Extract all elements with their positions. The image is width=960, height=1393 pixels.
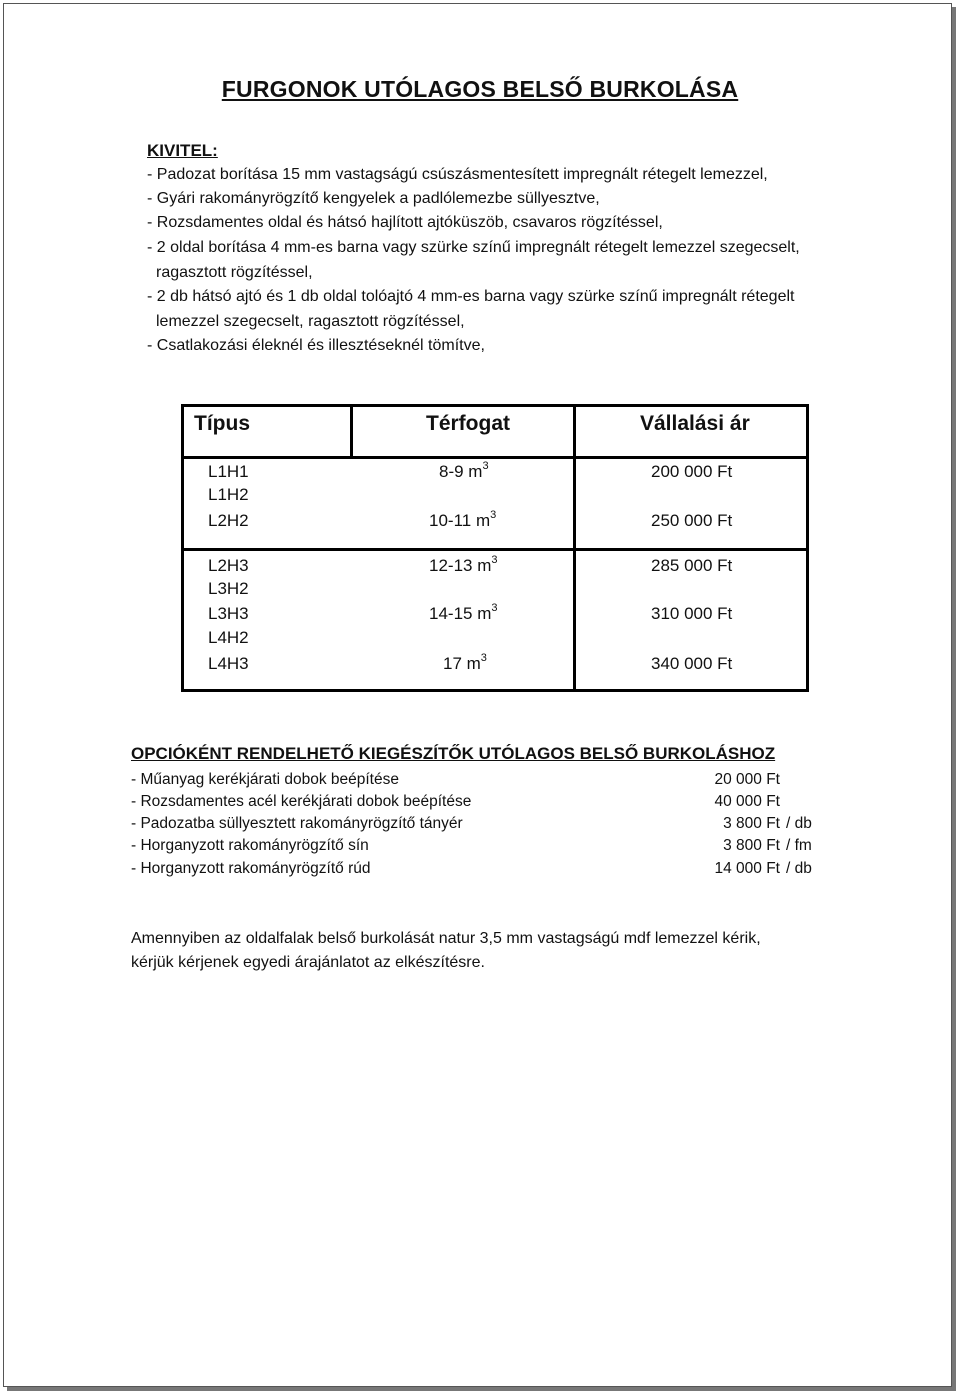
- option-price: 3 800 Ft: [723, 837, 780, 854]
- volume-cell: [443, 654, 487, 674]
- option-label: - Műanyag kerékjárati dobok beépítése: [131, 771, 399, 788]
- price-cell: 250 000 Ft: [651, 511, 733, 530]
- type-cell: L3H2: [208, 579, 249, 598]
- type-cell: L4H3: [208, 654, 249, 673]
- volume-exponent: 3: [482, 460, 489, 472]
- type-cell: L3H3: [208, 604, 249, 623]
- volume-cell: [429, 511, 496, 531]
- type-cell: L1H1: [208, 462, 249, 481]
- price-cell: 340 000 Ft: [651, 654, 733, 673]
- spec-line: - 2 db hátsó ajtó és 1 db oldal tolóajtó 4 mm-es barna vagy szürke színű impregnált rétegelt: [147, 288, 795, 305]
- option-unit: / fm: [786, 837, 812, 854]
- spec-line: - Padozat borítása 15 mm vastagságú csúszásmentesített impregnált rétegelt lemezzel,: [147, 166, 768, 183]
- volume-cell: [439, 462, 489, 482]
- volume-value: 12-13 m: [429, 556, 492, 575]
- volume-exponent: 3: [491, 554, 498, 566]
- option-price: 14 000 Ft: [714, 860, 780, 877]
- page-frame: [3, 3, 952, 1387]
- price-table: [181, 404, 809, 692]
- volume-value: 8-9 m: [439, 462, 483, 481]
- spec-line: lemezzel szegecselt, ragasztott rögzítéssel,: [156, 313, 465, 330]
- row-separator: [184, 548, 806, 551]
- spec-line: - 2 oldal borítása 4 mm-es barna vagy szürke színű impregnált rétegelt lemezzel szegecselt,: [147, 239, 800, 256]
- price-cell: 310 000 Ft: [651, 604, 733, 623]
- volume-value: 14-15 m: [429, 604, 492, 623]
- volume-value: 17 m: [443, 654, 481, 673]
- option-price: 3 800 Ft: [723, 815, 780, 832]
- header-tipus: Típus: [194, 412, 250, 435]
- volume-exponent: 3: [491, 602, 498, 614]
- volume-cell: [429, 604, 498, 624]
- header-terfogat: Térfogat: [426, 412, 510, 435]
- option-label: - Horganyzott rakományrögzítő sín: [131, 837, 369, 854]
- table-header-row: [184, 407, 806, 459]
- price-cell: 200 000 Ft: [651, 462, 733, 481]
- spec-line: - Csatlakozási éleknél és illesztéseknél tömítve,: [147, 337, 485, 354]
- spec-line: - Rozsdamentes oldal és hátsó hajlított ajtóküszöb, csavaros rögzítéssel,: [147, 214, 663, 231]
- type-cell: L4H2: [208, 628, 249, 647]
- header-vallalasi-ar: Vállalási ár: [640, 412, 750, 435]
- volume-cell: [429, 556, 498, 576]
- option-price: 40 000 Ft: [714, 793, 780, 810]
- kivitel-label: KIVITEL:: [147, 141, 218, 160]
- spec-line: ragasztott rögzítéssel,: [156, 264, 313, 281]
- header-divider: [350, 407, 353, 456]
- volume-exponent: 3: [480, 652, 487, 664]
- note-line: Amennyiben az oldalfalak belső burkolását natur 3,5 mm vastagságú mdf lemezzel kérik,: [131, 930, 761, 947]
- option-label: - Horganyzott rakományrögzítő rúd: [131, 860, 371, 877]
- spec-line: - Gyári rakományrögzítő kengyelek a padlólemezbe süllyesztve,: [147, 190, 600, 207]
- option-unit: / db: [786, 860, 812, 877]
- option-unit: / db: [786, 815, 812, 832]
- type-cell: L1H2: [208, 485, 249, 504]
- page-title: FURGONOK UTÓLAGOS BELSŐ BURKOLÁSA: [221, 76, 739, 102]
- note-line: kérjük kérjenek egyedi árajánlatot az elkészítésre.: [131, 954, 485, 971]
- option-price: 20 000 Ft: [714, 771, 780, 788]
- options-heading: OPCIÓKÉNT RENDELHETŐ KIEGÉSZÍTŐK UTÓLAGOS BELSŐ BURKOLÁSHOZ: [131, 744, 776, 763]
- option-label: - Rozsdamentes acél kerékjárati dobok beépítése: [131, 793, 472, 810]
- volume-exponent: 3: [490, 509, 497, 521]
- type-cell: L2H2: [208, 511, 249, 530]
- option-label: - Padozatba süllyesztett rakományrögzítő tányér: [131, 815, 463, 832]
- price-cell: 285 000 Ft: [651, 556, 733, 575]
- volume-value: 10-11 m: [429, 511, 491, 530]
- type-cell: L2H3: [208, 556, 249, 575]
